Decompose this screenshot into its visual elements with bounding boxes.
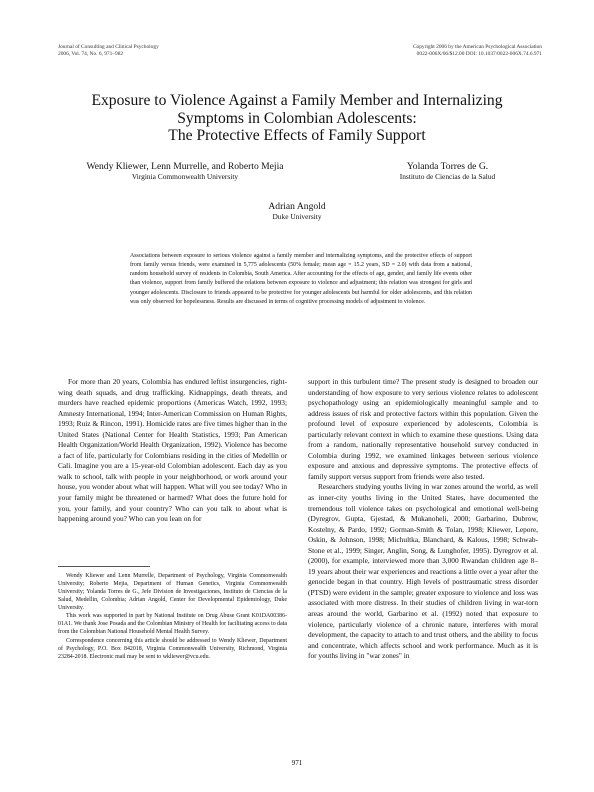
author-group: [55, 161, 315, 181]
footnote-paragraph: Correspondence concerning this article should be addressed to Wendy Kliewer, Department of Psychology, P.O. Box 842018, Virginia Commonwealth University, Richmond, Virginia 23284-2018. Electronic mail may be sent to wkliewer@vcu.edu.: [58, 637, 287, 660]
title-line: Symptoms in Colombian Adolescents:: [177, 109, 417, 127]
author-affiliation: Duke University: [272, 212, 322, 221]
body-column-left: [58, 377, 287, 525]
author-group: [350, 161, 545, 181]
journal-name: Journal of Consulting and Clinical Psychology: [58, 44, 159, 50]
abstract: Associations between exposure to serious violence against a family member and internalizing symptoms, and the protective effects of support from family versus friends, were examined in 5,775 adolescents (50% female; mean age = 15.2 years, SD = 2.0) with data from a national, random household survey of residents in Colombia, South America. After accounting for the effects of age, gender, and family life events other than violence, support from family buffered the relations between exposure to violence and adjustment; this relation was strongest for girls and younger adolescents. Disclosure to friends appeared to be protective for younger adolescents but harmful for older adolescents, and this relation was only observed for hopelessness. Results are discussed in terms of cognitive processing models of adjustment to violence.: [130, 253, 472, 305]
author-note: [58, 573, 287, 662]
journal-citation-header: [58, 44, 159, 57]
page-number: 971: [291, 759, 303, 767]
body-paragraph: support in this turbulent time? The present study is designed to broaden our understanding of how exposure to very serious violence relates to adolescent psychopathology using an epidemiologically meaningful sample and to address issues of risk and protective factors within this population. Given the profound level of exposure experienced by adolescents, Colombia is particularly relevant context in which to examine these questions. Using data from a random, nationally representative household survey conducted in Colombia during 1992, we examined linkages between serious violence exposure and anxious and depressive symptoms. The protective effects of family support versus support from friends were also tested.: [308, 377, 538, 481]
body-column-right: [308, 377, 538, 662]
author-names: Wendy Kliewer, Lenn Murrelle, and Roberto Mejia: [86, 161, 284, 172]
title-line: Exposure to Violence Against a Family Member and Internalizing: [91, 92, 503, 109]
body-paragraph: Researchers studying youths living in war zones around the world, as well as inner-city youths living in the United States, have documented the tremendous toll violence takes on psychological and emotional well-being (Dyregrov, Gupta, Gjestad, & Mukanoheli, 2000; Garbarino, Dubrow, Kostelny, & Pardo, 1992; Gorman-Smith & Tolan, 1998; Kliewer, Lepore, Oskin, & Johnson, 1998; Michultka, Blanchard, & Kalous, 1998; Schwab-Stone et al., 1999; Singer, Anglin, Song, & Lunghofer, 1995). Dyregrov et al. (2000), for example, interviewed more than 3,000 Rwandan children age 8–19 years about their war experiences and reactions a little over a year after the genocide began in that country. High levels of posttraumatic stress disorder (PTSD) were evident in the sample; greater exposure to violence and loss was associated with more distress. In their studies of children living in war-torn areas around the world, Garbarino et al. (1992) noted that exposure to violence, particularly violence of a chronic nature, interferes with moral development, the capacity to attach to and trust others, and the ability to focus and concentrate, which affects school and work performance. Much as it is for youths living in "war zones" in: [308, 482, 538, 661]
copyright-notice: Copyright 2006 by the American Psychological Association: [412, 44, 542, 50]
footnote-paragraph: Wendy Kliewer and Lenn Murrelle, Department of Psychology, Virginia Commonwealth University; Roberto Mejia, Department of Human Genetics, Virginia Commonwealth University; Yolanda Torres de G., Jefe Division de Investigaciones, Instituto de Ciencias de la Salud, Medellin, Colombia; Adrian Angold, Center for Developmental Epidemiology, Duke University.: [58, 573, 287, 611]
copyright-header: [413, 44, 542, 57]
title-line: The Protective Effects of Family Support: [168, 127, 426, 145]
footnote-paragraph: This work was supported in part by National Institute on Drug Abuse Grant K01DA00386-01A1. We thank Jose Posada and the Colombian Ministry of Health for facilitating access to data from the Colombian National Household Mental Health Survey.: [58, 613, 287, 636]
journal-volume: 2006, Vol. 74, No. 6, 971–982: [58, 50, 124, 57]
author-affiliation: Instituto de Ciencias de la Salud: [399, 172, 496, 181]
author-names: Adrian Angold: [268, 201, 326, 212]
footnote-rule: [58, 566, 150, 567]
article-title: [40, 92, 554, 145]
body-paragraph: For more than 20 years, Colombia has endured leftist insurgencies, right-wing death squads, and drug trafficking. Kidnappings, death threats, and murders have reached epidemic proportions (Americas Watch, 1992, 1993; Amnesty International, 1994; Inter-American Commission on Human Rights, 1993; Ruiz & Rincon, 1991). Homicide rates are five times higher than in the United States (National Center for Health Statistics, 1993; Pan American Health Organization/World Health Organization, 1992). Violence has become a fact of life, particularly for Colombians residing in the cities of Medellín or Cali. Imagine you are a 15-year-old Colombian adolescent. Each day as you walk to school, talk with people in your neighborhood, or work around your house, you wonder about what will happen. What will you see today? Who in your family might be threatened or harmed? What does the future hold for you, your family, and your country? Who can you talk to about what is happening around you? Who can you lean on for: [58, 377, 287, 524]
doi-line: 0022-006X/06/$12.00 DOI: 10.1037/0022-006X.74.6.971: [416, 50, 542, 57]
author-affiliation: Virginia Commonwealth University: [131, 172, 239, 181]
author-names: Yolanda Torres de G.: [406, 161, 489, 172]
author-group: [197, 201, 397, 221]
